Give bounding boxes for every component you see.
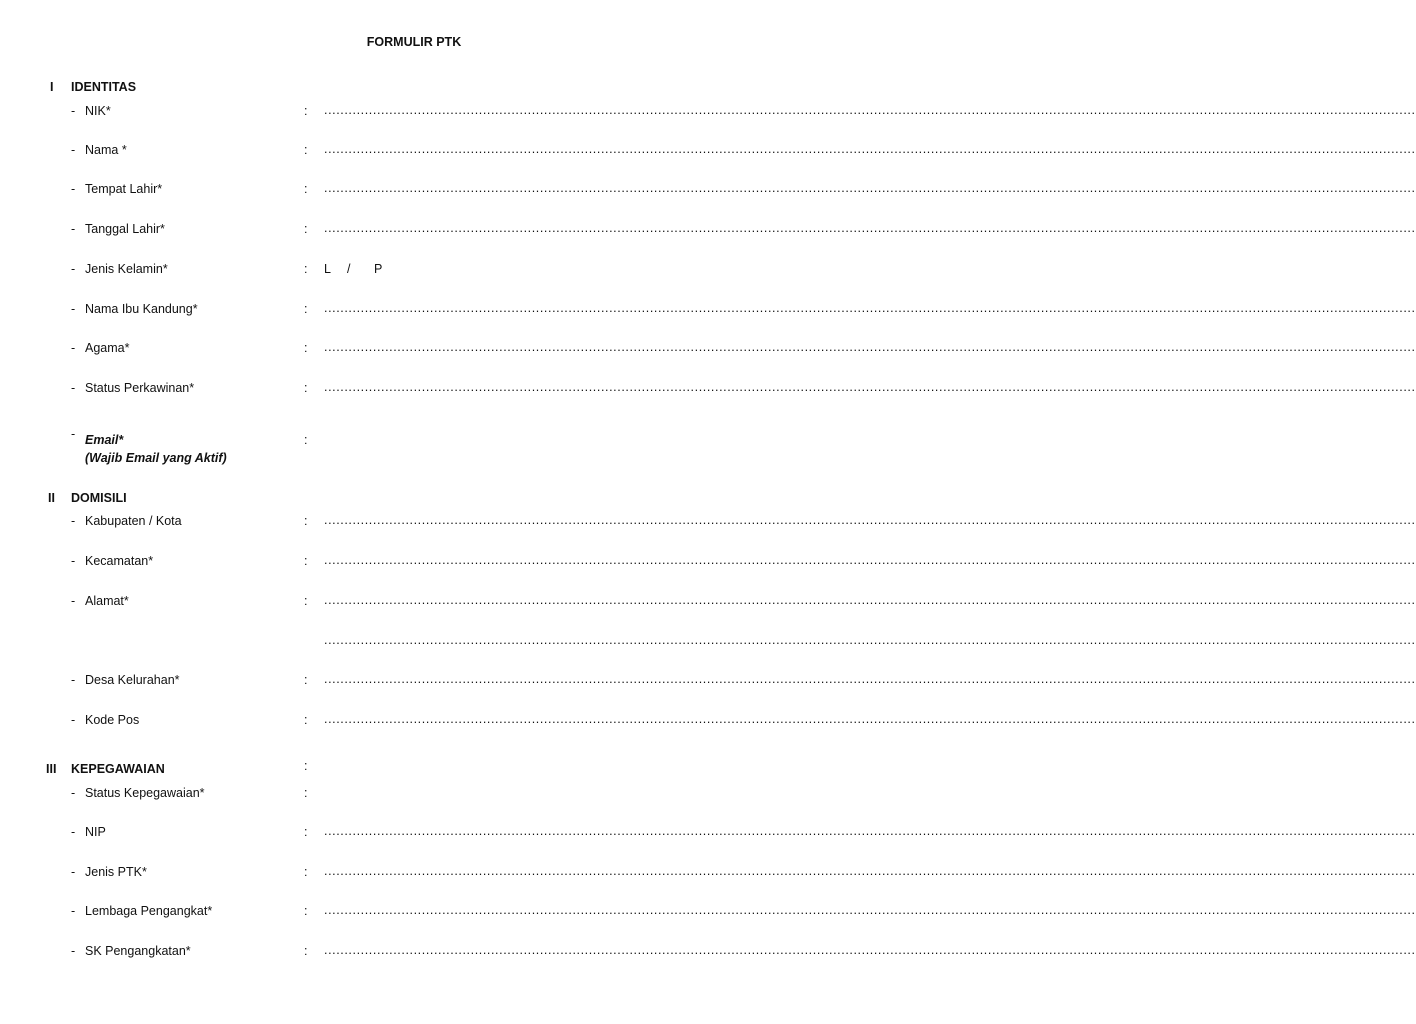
field-label-agama: Agama* xyxy=(85,341,130,355)
field-colon: : xyxy=(304,104,308,118)
bullet-dash: - xyxy=(71,262,76,276)
bullet-dash: - xyxy=(71,554,76,568)
field-label-nama: Nama * xyxy=(85,143,127,157)
field-blank-status-perkawinan[interactable]: ............................................................................................................................................................................................................................................................................ xyxy=(324,380,1416,394)
field-label-alamat: Alamat* xyxy=(85,594,129,608)
field-colon: : xyxy=(304,825,308,839)
field-colon: : xyxy=(304,554,308,568)
bullet-dash: - xyxy=(71,944,76,958)
field-colon: : xyxy=(304,143,308,157)
field-blank-lembaga-pengangkat[interactable]: ............................................................................................................................................................................................................................................................................ xyxy=(324,903,1416,917)
field-label-nama-ibu-kandung: Nama Ibu Kandung* xyxy=(85,302,198,316)
field-label-kecamatan: Kecamatan* xyxy=(85,554,154,568)
field-colon: : xyxy=(304,341,308,355)
bullet-dash: - xyxy=(71,427,76,441)
bullet-dash: - xyxy=(71,143,76,157)
option-l[interactable]: L xyxy=(324,262,331,276)
field-label-tempat-lahir: Tempat Lahir* xyxy=(85,182,163,196)
field-label-nik: NIK* xyxy=(85,104,111,118)
field-colon: : xyxy=(304,222,308,236)
field-colon: : xyxy=(304,904,308,918)
field-colon: : xyxy=(304,944,308,958)
field-note-email: (Wajib Email yang Aktif) xyxy=(85,451,227,465)
field-blank-kabupaten-kota[interactable]: ............................................................................................................................................................................................................................................................................ xyxy=(324,513,1416,527)
bullet-dash: - xyxy=(71,594,76,608)
bullet-dash: - xyxy=(71,865,76,879)
field-blank-sk-pengangkatan[interactable]: ............................................................................................................................................................................................................................................................................ xyxy=(324,943,1416,957)
field-colon: : xyxy=(304,514,308,528)
field-label-jenis-kelamin: Jenis Kelamin* xyxy=(85,262,168,276)
section-number: II xyxy=(48,491,55,505)
field-label-sk-pengangkatan: SK Pengangkatan* xyxy=(85,944,191,958)
field-blank-nama[interactable]: ............................................................................................................................................................................................................................................................................ xyxy=(324,142,1416,156)
section-number: I xyxy=(50,80,54,94)
field-label-desa-kelurahan: Desa Kelurahan* xyxy=(85,673,180,687)
field-colon: : xyxy=(304,433,308,447)
field-blank-agama[interactable]: ............................................................................................................................................................................................................................................................................ xyxy=(324,340,1416,354)
field-colon: : xyxy=(304,302,308,316)
option-p[interactable]: P xyxy=(374,262,383,276)
field-blank-desa-kelurahan[interactable]: ............................................................................................................................................................................................................................................................................ xyxy=(324,672,1416,686)
field-blank-kecamatan[interactable]: ............................................................................................................................................................................................................................................................................ xyxy=(324,553,1416,567)
field-label-status-perkawinan: Status Perkawinan* xyxy=(85,381,195,395)
bullet-dash: - xyxy=(71,182,76,196)
form-title: FORMULIR PTK xyxy=(366,35,462,49)
field-label-status-kepegawaian: Status Kepegawaian* xyxy=(85,786,205,800)
section-heading-kepegawaian: KEPEGAWAIAN xyxy=(71,762,165,776)
field-colon: : xyxy=(304,262,308,276)
section-heading-domisili: DOMISILI xyxy=(71,491,127,505)
field-blank-kode-pos[interactable]: ............................................................................................................................................................................................................................................................................ xyxy=(324,712,1416,726)
field-blank-jenis-ptk[interactable]: ............................................................................................................................................................................................................................................................................ xyxy=(324,864,1416,878)
field-label-tanggal-lahir: Tanggal Lahir* xyxy=(85,222,165,236)
field-colon: : xyxy=(304,381,308,395)
bullet-dash: - xyxy=(71,673,76,687)
field-colon: : xyxy=(304,673,308,687)
field-colon: : xyxy=(304,182,308,196)
bullet-dash: - xyxy=(71,341,76,355)
field-colon: : xyxy=(304,594,308,608)
field-label-email: Email* xyxy=(85,433,124,447)
bullet-dash: - xyxy=(71,222,76,236)
field-blank-alamat-line-2[interactable]: ............................................................................................................................................................................................................................................................................ xyxy=(324,633,1416,647)
field-colon: : xyxy=(304,865,308,879)
field-colon: : xyxy=(304,786,308,800)
field-blank-nik[interactable]: ............................................................................................................................................................................................................................................................................ xyxy=(324,103,1416,117)
bullet-dash: - xyxy=(71,302,76,316)
section-number: III xyxy=(46,762,57,776)
bullet-dash: - xyxy=(71,713,76,727)
field-blank-nama-ibu-kandung[interactable]: ............................................................................................................................................................................................................................................................................ xyxy=(324,301,1416,315)
bullet-dash: - xyxy=(71,825,76,839)
bullet-dash: - xyxy=(71,514,76,528)
field-label-nip: NIP xyxy=(85,825,106,839)
field-blank-alamat[interactable]: ............................................................................................................................................................................................................................................................................ xyxy=(324,593,1416,607)
section-heading-identitas: IDENTITAS xyxy=(71,80,137,94)
bullet-dash: - xyxy=(71,904,76,918)
bullet-dash: - xyxy=(71,381,76,395)
field-label-kode-pos: Kode Pos xyxy=(85,713,140,727)
field-label-kabupaten-kota: Kabupaten / Kota xyxy=(85,514,182,528)
field-blank-tempat-lahir[interactable]: ............................................................................................................................................................................................................................................................................ xyxy=(324,181,1416,195)
field-colon: : xyxy=(304,713,308,727)
bullet-dash: - xyxy=(71,104,76,118)
field-blank-nip[interactable]: ............................................................................................................................................................................................................................................................................ xyxy=(324,824,1416,838)
field-label-jenis-ptk: Jenis PTK* xyxy=(85,865,147,879)
field-colon: : xyxy=(304,759,308,773)
field-blank-tanggal-lahir[interactable]: ............................................................................................................................................................................................................................................................................ xyxy=(324,221,1416,235)
bullet-dash: - xyxy=(71,786,76,800)
field-label-lembaga-pengangkat: Lembaga Pengangkat* xyxy=(85,904,213,918)
option-separator: / xyxy=(347,262,351,276)
